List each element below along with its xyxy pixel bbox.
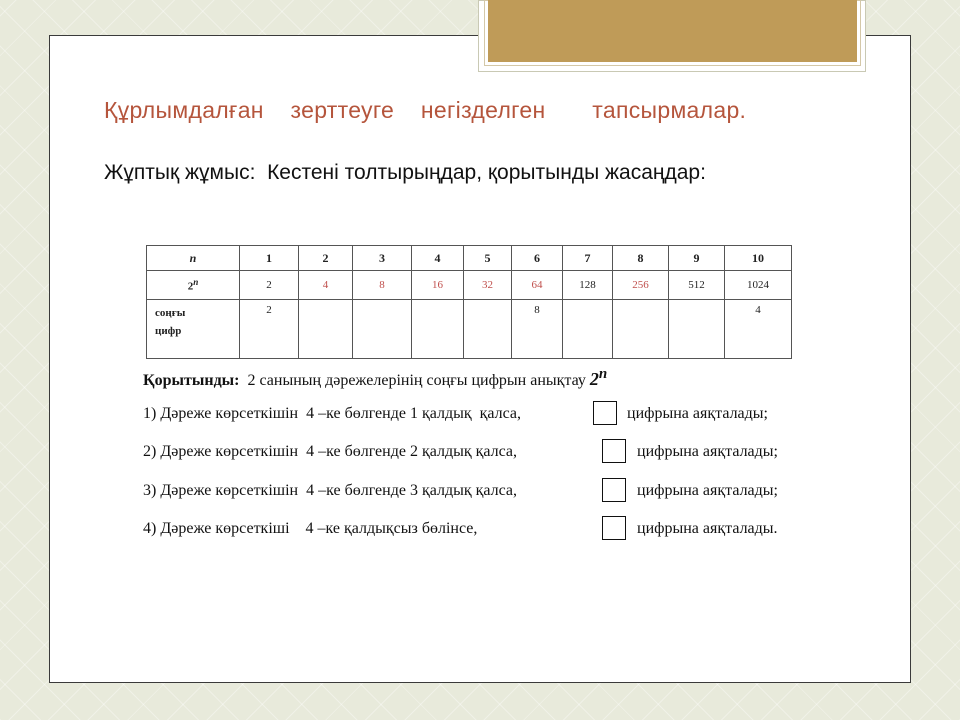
row-header-last-digit: соңғы цифр [147, 300, 240, 359]
table-cell: 32 [464, 271, 512, 300]
table-cell: 8 [353, 271, 412, 300]
answer-box[interactable] [602, 478, 626, 502]
table-cell: 1024 [725, 271, 792, 300]
table-cell[interactable]: 8 [512, 300, 563, 359]
slide-title: Құрлымдалған зерттеуге негізделген тапсырмалар. [104, 97, 747, 123]
rule-item-1 [143, 401, 863, 427]
table-cell: 64 [512, 271, 563, 300]
table-cell: 6 [512, 246, 563, 271]
table-row [147, 246, 792, 271]
rule-ending: цифрына аяқталады; [637, 443, 778, 460]
table-cell: 1 [240, 246, 299, 271]
table-cell: 8 [613, 246, 669, 271]
rule-item-3 [143, 478, 863, 504]
row-header-power: 2$^n$ [147, 271, 240, 300]
table-cell: 2 [299, 246, 353, 271]
row-header-n: n [147, 246, 240, 271]
rule-text: 3) Дәреже көрсеткішін 4 –ке бөлгенде 3 қалдық қалса, [143, 482, 518, 499]
rule-text: 2) Дәреже көрсеткішін 4 –ке бөлгенде 2 қалдық қалса, [143, 443, 518, 460]
rule-item-2 [143, 439, 863, 465]
slide-subtitle: Жұптық жұмыс: Кестені толтырыңдар, қорытынды жасаңдар: [104, 161, 706, 184]
answer-box[interactable] [602, 516, 626, 540]
table-cell: 10 [725, 246, 792, 271]
table-cell: 512 [669, 271, 725, 300]
table-cell: 128 [563, 271, 613, 300]
conclusion-line [143, 366, 843, 390]
table-cell[interactable] [613, 300, 669, 359]
table-cell[interactable] [353, 300, 412, 359]
table-cell[interactable]: 2 [240, 300, 299, 359]
table-cell: 2 [240, 271, 299, 300]
table-cell: 256 [613, 271, 669, 300]
table-row [147, 271, 792, 300]
rule-ending: цифрына аяқталады; [637, 482, 778, 499]
conclusion-text: 2 санының дәрежелерінің соңғы цифрын анықтау [239, 372, 590, 389]
table-cell: 4 [299, 271, 353, 300]
table-row [147, 300, 792, 359]
table-cell: 9 [669, 246, 725, 271]
table-cell[interactable] [669, 300, 725, 359]
rule-text: 4) Дәреже көрсеткіші 4 –ке қалдықсыз бөлінсе, [143, 520, 478, 537]
table-cell[interactable]: 4 [725, 300, 792, 359]
table-cell[interactable] [299, 300, 353, 359]
table-cell: 5 [464, 246, 512, 271]
power-expression: 2$^n$ [589, 366, 608, 389]
rule-text: 1) Дәреже көрсеткішін 4 –ке бөлгенде 1 қалдық қалса, [143, 405, 522, 422]
table-cell: 7 [563, 246, 613, 271]
table-cell: 4 [412, 246, 464, 271]
table-cell[interactable] [464, 300, 512, 359]
slide-frame [49, 35, 911, 683]
table-cell[interactable] [563, 300, 613, 359]
rule-ending: цифрына аяқталады; [627, 405, 768, 422]
answer-box[interactable] [602, 439, 626, 463]
powers-table [146, 245, 792, 359]
decorative-accent-bar [488, 0, 857, 62]
answer-box[interactable] [593, 401, 617, 425]
rule-item-4 [143, 516, 863, 542]
table-cell: 16 [412, 271, 464, 300]
table-cell: 3 [353, 246, 412, 271]
conclusion-label: Қорытынды: [143, 372, 240, 389]
table-cell[interactable] [412, 300, 464, 359]
rule-ending: цифрына аяқталады. [637, 520, 778, 537]
